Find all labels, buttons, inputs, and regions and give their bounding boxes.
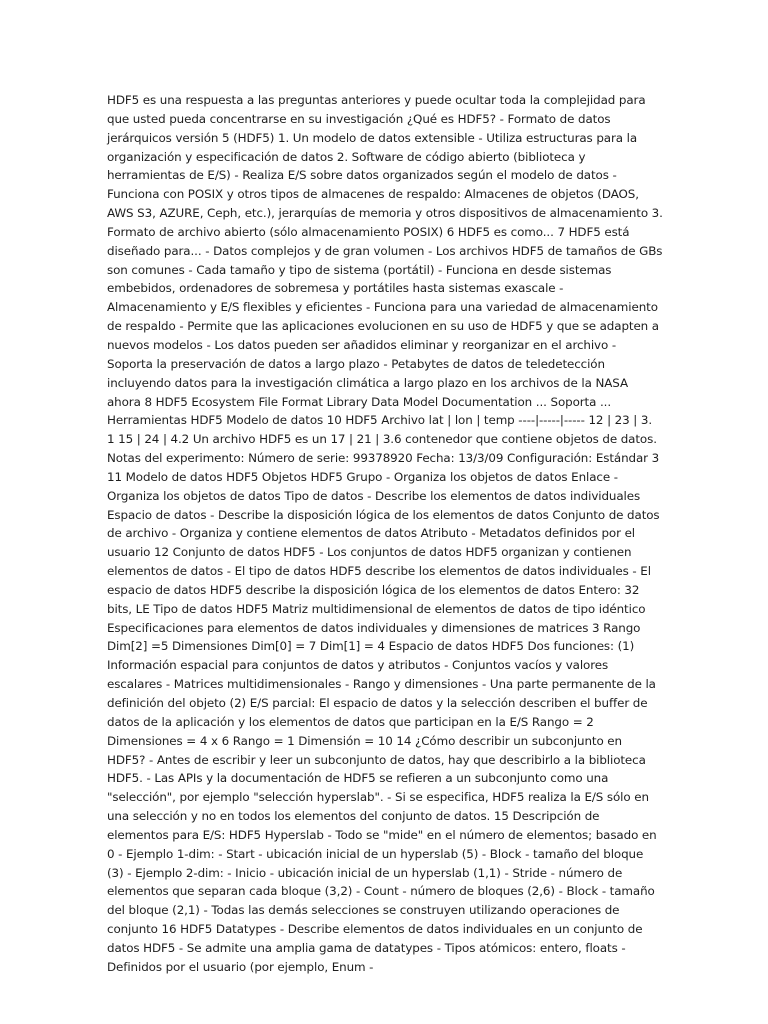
document-body-text: HDF5 es una respuesta a las preguntas anteriores y puede ocultar toda la complejidad para que usted pueda concentrarse en su investigación ¿Qué es HDF5? - Formato de datos jerárquicos versión 5 (HDF5) 1. Un modelo de datos extensible - Utiliza estructuras para la organización y especificación de datos 2. Software de código abierto (biblioteca y herramientas de E/S) - Realiza E/S sobre datos organizados según el modelo de datos - Funciona con POSIX y otros tipos de almacenes de respaldo: Almacenes de objetos (DAOS, AWS S3, AZURE, Ceph, etc.), jerarquías de memoria y otros dispositivos de almacenamiento 3. Formato de archivo abierto (sólo almacenamiento POSIX) 6 HDF5 es como... 7 HDF5 está diseñado para... - Datos complejos y de gran volumen - Los archivos HDF5 de tamaños de GBs son comunes - Cada tamaño y tipo de sistema (portátil) - Funciona en desde sistemas embebidos, ordenadores de sobremesa y portátiles hasta sistemas exascale - Almacenamiento y E/S flexibles y eficientes - Funciona para una variedad de almacenamiento de respaldo - Permite que las aplicaciones evolucionen en su uso de HDF5 y que se adapten a nuevos modelos - Los datos pueden ser añadidos eliminar y reorganizar en el archivo - Soporta la preservación de datos a largo plazo - Petabytes de datos de teledetección incluyendo datos para la investigación climática a largo plazo en los archivos de la NASA ahora 8 HDF5 Ecosystem File Format Library Data Model Documentation ... Soporta ... Herramientas HDF5 Modelo de datos 10 HDF5 Archivo lat | lon | temp ----|-----|----- 12 | 23 | 3. 1 15 | 24 | 4.2 Un archivo HDF5 es un 17 | 21 | 3.6 contenedor que contiene objetos de datos. Notas del experimento: Número de serie: 99378920 Fecha: 13/3/09 Configuración: Estándar 3 11 Modelo de datos HDF5 Objetos HDF5 Grupo - Organiza los objetos de datos Enlace - Organiza los objetos de datos Tipo de datos - Describe los elementos de datos individuales Espacio de datos - Describe la disposición lógica de los elementos de datos Conjunto de datos de archivo - Organiza y contiene elementos de datos Atributo - Metadatos definidos por el usuario 12 Conjunto de datos HDF5 - Los conjuntos de datos HDF5 organizan y contienen elementos de datos - El tipo de datos HDF5 describe los elementos de datos individuales - El espacio de datos HDF5 describe la disposición lógica de los elementos de datos Entero: 32 bits, LE Tipo de datos HDF5 Matriz multidimensional de elementos de datos de tipo idéntico Especificaciones para elementos de datos individuales y dimensiones de matrices 3 Rango Dim[2] =5 Dimensiones Dim[0] = 7 Dim[1] = 4 Espacio de datos HDF5 Dos funciones: (1) Información espacial para conjuntos de datos y atributos - Conjuntos vacíos y valores escalares - Matrices multidimensionales - Rango y dimensiones - Una parte permanente de la definición del objeto (2) E/S parcial: El espacio de datos y la selección describen el buffer de datos de la aplicación y los elementos de datos que participan en la E/S Rango = 2 Dimensiones = 4 x 6 Rango = 1 Dimensión = 10 14 ¿Cómo describir un subconjunto en HDF5? - Antes de escribir y leer un subconjunto de datos, hay que describirlo a la biblioteca HDF5. - Las APIs y la documentación de HDF5 se refieren a un subconjunto como una "selección", por ejemplo "selección hyperslab". - Si se especifica, HDF5 realiza la E/S sólo en una selección y no en todos los elementos del conjunto de datos. 15 Descripción de elementos para E/S: HDF5 Hyperslab - Todo se "mide" en el número de elementos; basado en 0 - Ejemplo 1-dim: - Start - ubicación inicial de un hyperslab (5) - Block - tamaño del bloque (3) - Ejemplo 2-dim: - Inicio - ubicación inicial de un hyperslab (1,1) - Stride - número de elementos que separan cada bloque (3,2) - Count - número de bloques (2,6) - Block - tamaño del bloque (2,1) - Todas las demás selecciones se construyen utilizando operaciones de conjunto 16 HDF5 Datatypes - Describe elementos de datos individuales en un conjunto de datos HDF5 - Se admite una amplia gama de datatypes - Tipos atómicos: entero, floats - Definidos por el usuario (por ejemplo, Enum - [107,93,663,974]
